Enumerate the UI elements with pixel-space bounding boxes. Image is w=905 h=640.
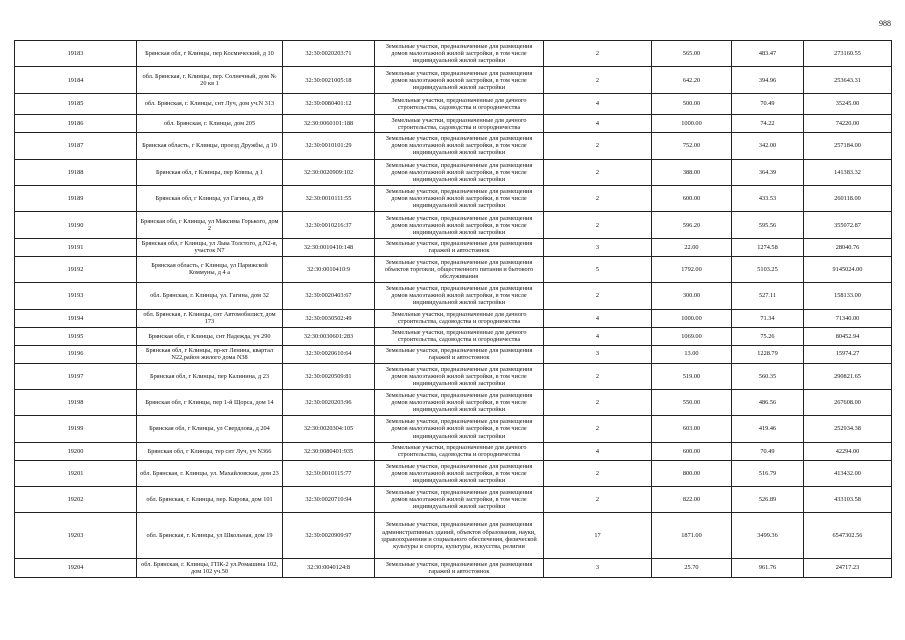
address-cell: обл. Брянская, г. Клинцы, дом 205 [137, 115, 283, 133]
group-code-cell: 3 [544, 238, 652, 256]
address-cell: обл. Брянская, г. Клинцы, ГПК-2 ул.Ромашина 102, дом 102 уч.50 [137, 558, 283, 577]
cadastral-number-cell: 32:30:0020909:102 [283, 159, 375, 185]
group-code-cell: 2 [544, 283, 652, 309]
cadastral-value-cell: 252934.38 [804, 416, 892, 442]
specific-value-cell: 3499.36 [732, 513, 804, 558]
address-cell: Брянская область, г Клинцы, проезд Дружбы, д 19 [137, 133, 283, 159]
group-code-cell: 17 [544, 513, 652, 558]
cadastral-number-cell: 32:30:0060101:188 [283, 115, 375, 133]
cadastral-number-cell: 32:30:0020203:96 [283, 389, 375, 415]
address-cell: обл. Брянская, г. Клинцы, ул. Гагина, дом 32 [137, 283, 283, 309]
row-number: 19200 [15, 442, 137, 460]
table-row [15, 212, 892, 238]
specific-value-cell: 70.49 [732, 442, 804, 460]
land-use-cell: Земельные участки, предназначенные для размещения домов малоэтажной жилой застройки, в том числе индивидуальной жилой застройки [375, 159, 544, 185]
specific-value-cell: 516.79 [732, 460, 804, 486]
specific-value-cell: 486.56 [732, 389, 804, 415]
table-row [15, 186, 892, 212]
cadastral-value-cell: 158133.00 [804, 283, 892, 309]
address-cell: Брянская обл, г Клинцы, ул Свердлова, д 204 [137, 416, 283, 442]
land-use-cell: Земельные участки, предназначенные для размещения гаражей и автостоянок [375, 238, 544, 256]
table-row [15, 115, 892, 133]
area-cell: 1792.00 [652, 256, 732, 282]
cadastral-value-table [14, 40, 892, 578]
address-cell: Брянская обл, г Клинцы, пер Калинина, д 23 [137, 363, 283, 389]
land-use-cell: Земельные участки, предназначенные для размещения домов малоэтажной жилой застройки, в том числе индивидуальной жилой застройки [375, 212, 544, 238]
group-code-cell: 5 [544, 256, 652, 282]
group-code-cell: 2 [544, 416, 652, 442]
address-cell: Брянская обл, г Клинцы, ул Максима Горького, дом 2 [137, 212, 283, 238]
row-number: 19195 [15, 327, 137, 345]
cadastral-value-cell: 433103.58 [804, 487, 892, 513]
table-row [15, 159, 892, 185]
row-number: 19197 [15, 363, 137, 389]
land-use-cell: Земельные участки, предназначенные для дачного строительства, садоводства и огородничества [375, 309, 544, 327]
specific-value-cell: 74.22 [732, 115, 804, 133]
table-row [15, 256, 892, 282]
cadastral-value-cell: 260118.00 [804, 186, 892, 212]
specific-value-cell: 527.11 [732, 283, 804, 309]
land-use-cell: Земельные участки, предназначенные для размещения домов малоэтажной жилой застройки, в том числе индивидуальной жилой застройки [375, 363, 544, 389]
specific-value-cell: 71.34 [732, 309, 804, 327]
group-code-cell: 4 [544, 93, 652, 114]
area-cell: 1000.00 [652, 115, 732, 133]
address-cell: обл. Брянская, г. Клинцы, пер. Солнечный, дом № 20 кв 1 [137, 67, 283, 93]
area-cell: 22.00 [652, 238, 732, 256]
row-number: 19191 [15, 238, 137, 256]
row-number: 19202 [15, 487, 137, 513]
table-row [15, 363, 892, 389]
group-code-cell: 2 [544, 67, 652, 93]
row-number: 19184 [15, 67, 137, 93]
row-number: 19198 [15, 389, 137, 415]
cadastral-number-cell: 32:30:0080401:12 [283, 93, 375, 114]
cadastral-number-cell: 32:30:0030601:283 [283, 327, 375, 345]
address-cell: Брянская обл, г Клинцы, снт Надежда, уч 290 [137, 327, 283, 345]
area-cell: 1871.00 [652, 513, 732, 558]
specific-value-cell: 433.53 [732, 186, 804, 212]
row-number: 19190 [15, 212, 137, 238]
address-cell: Брянская обл, г Клинцы, пер Ковпы, д 1 [137, 159, 283, 185]
row-number: 19189 [15, 186, 137, 212]
land-use-cell: Земельные участки, предназначенные для дачного строительства, садоводства и огородничества [375, 327, 544, 345]
row-number: 19187 [15, 133, 137, 159]
group-code-cell: 2 [544, 460, 652, 486]
land-use-cell: Земельные участки, предназначенные для размещения домов малоэтажной жилой застройки, в том числе индивидуальной жилой застройки [375, 487, 544, 513]
area-cell: 596.20 [652, 212, 732, 238]
cadastral-value-cell: 80452.94 [804, 327, 892, 345]
group-code-cell: 4 [544, 327, 652, 345]
row-number: 19204 [15, 558, 137, 577]
area-cell: 25.70 [652, 558, 732, 577]
cadastral-value-cell: 413432.00 [804, 460, 892, 486]
group-code-cell: 2 [544, 133, 652, 159]
land-use-cell: Земельные участки, предназначенные для размещения домов малоэтажной жилой застройки, в том числе индивидуальной жилой застройки [375, 133, 544, 159]
cadastral-number-cell: 32:30:0020909:97 [283, 513, 375, 558]
row-number: 19199 [15, 416, 137, 442]
area-cell: 388.00 [652, 159, 732, 185]
address-cell: Брянская обл, г Клинцы, ул Льва Толстого, д.N2-я, участок N7 [137, 238, 283, 256]
table-row [15, 309, 892, 327]
cadastral-number-cell: 32:30:0020710:94 [283, 487, 375, 513]
specific-value-cell: 342.00 [732, 133, 804, 159]
group-code-cell: 3 [544, 345, 652, 363]
cadastral-value-cell: 24717.23 [804, 558, 892, 577]
specific-value-cell: 595.56 [732, 212, 804, 238]
row-number: 19192 [15, 256, 137, 282]
land-use-cell: Земельные участки, предназначенные для дачного строительства, садоводства и огородничества [375, 93, 544, 114]
cadastral-number-cell: 32:30:0010410:148 [283, 238, 375, 256]
address-cell: обл. Брянская, г. Клинцы, снт Автомобилист, дом 173 [137, 309, 283, 327]
table-row [15, 133, 892, 159]
table-row [15, 460, 892, 486]
cadastral-number-cell: 32:30:0020403:67 [283, 283, 375, 309]
group-code-cell: 2 [544, 487, 652, 513]
land-use-cell: Земельные участки, предназначенные для дачного строительства, садоводства и огородничества [375, 442, 544, 460]
table-row [15, 238, 892, 256]
cadastral-number-cell: 32:30:0021005:18 [283, 67, 375, 93]
row-number: 19188 [15, 159, 137, 185]
specific-value-cell: 961.76 [732, 558, 804, 577]
cadastral-value-cell: 355072.87 [804, 212, 892, 238]
address-cell: Брянская обл, г Клинцы, ул Гагина, д 89 [137, 186, 283, 212]
row-number: 19201 [15, 460, 137, 486]
cadastral-value-cell: 74220.00 [804, 115, 892, 133]
specific-value-cell: 560.35 [732, 363, 804, 389]
cadastral-value-cell: 141383.32 [804, 159, 892, 185]
land-use-cell: Земельные участки, предназначенные для размещения домов малоэтажной жилой застройки, в том числе индивидуальной жилой застройки [375, 186, 544, 212]
group-code-cell: 2 [544, 363, 652, 389]
land-use-cell: Земельные участки, предназначенные для дачного строительства, садоводства и огородничества [375, 115, 544, 133]
cadastral-value-cell: 15974.27 [804, 345, 892, 363]
cadastral-value-cell: 6547302.56 [804, 513, 892, 558]
land-use-cell: Земельные участки, предназначенные для размещения домов малоэтажной жилой застройки, в том числе индивидуальной жилой застройки [375, 67, 544, 93]
area-cell: 800.00 [652, 460, 732, 486]
cadastral-value-cell: 35245.00 [804, 93, 892, 114]
address-cell: Брянская обл, г Клинцы, тер снт Луч, уч N366 [137, 442, 283, 460]
cadastral-number-cell: 32:30:0020304:105 [283, 416, 375, 442]
row-number: 19203 [15, 513, 137, 558]
table-row [15, 41, 892, 67]
area-cell: 1069.00 [652, 327, 732, 345]
land-use-cell: Земельные участки, предназначенные для размещения домов малоэтажной жилой застройки, в том числе индивидуальной жилой застройки [375, 416, 544, 442]
area-cell: 550.00 [652, 389, 732, 415]
cadastral-value-cell: 290821.65 [804, 363, 892, 389]
cadastral-value-cell: 273160.55 [804, 41, 892, 67]
area-cell: 500.00 [652, 93, 732, 114]
specific-value-cell: 419.46 [732, 416, 804, 442]
page-number: 988 [879, 19, 891, 28]
cadastral-number-cell: 32:30:0010101:29 [283, 133, 375, 159]
row-number: 19185 [15, 93, 137, 114]
row-number: 19193 [15, 283, 137, 309]
area-cell: 600.00 [652, 186, 732, 212]
address-cell: Брянская обл, г Клинцы, пр-кт Ленина, квартал N22,район жилого дома N38 [137, 345, 283, 363]
area-cell: 752.00 [652, 133, 732, 159]
area-cell: 300.00 [652, 283, 732, 309]
address-cell: Брянская область, г Клинцы, ул Парижской Коммуны, д 4 а [137, 256, 283, 282]
area-cell: 600.00 [652, 442, 732, 460]
group-code-cell: 2 [544, 159, 652, 185]
area-cell: 642.20 [652, 67, 732, 93]
table-row [15, 558, 892, 577]
address-cell: обл. Брянская, г. Клинцы, пер. Кирова, дом 101 [137, 487, 283, 513]
cadastral-number-cell: 32:30:0040124:8 [283, 558, 375, 577]
cadastral-number-cell: 32:30:0080401:935 [283, 442, 375, 460]
cadastral-number-cell: 32:30:0010216:37 [283, 212, 375, 238]
area-cell: 565.00 [652, 41, 732, 67]
table-row [15, 513, 892, 558]
land-use-cell: Земельные участки, предназначенные для размещения гаражей и автостоянок [375, 558, 544, 577]
land-use-cell: Земельные участки, предназначенные для размещения домов малоэтажной жилой застройки, в том числе индивидуальной жилой застройки [375, 41, 544, 67]
cadastral-value-cell: 257184.00 [804, 133, 892, 159]
specific-value-cell: 75.26 [732, 327, 804, 345]
table-row [15, 67, 892, 93]
specific-value-cell: 1228.79 [732, 345, 804, 363]
specific-value-cell: 1274.58 [732, 238, 804, 256]
cadastral-number-cell: 32:30:0020203:71 [283, 41, 375, 67]
group-code-cell: 2 [544, 41, 652, 67]
table-row [15, 416, 892, 442]
specific-value-cell: 394.96 [732, 67, 804, 93]
group-code-cell: 3 [544, 558, 652, 577]
table-row [15, 283, 892, 309]
specific-value-cell: 70.49 [732, 93, 804, 114]
land-use-cell: Земельные участки, предназначенные для размещения административных зданий, объектов образования, науки, здравоохранения и социального обеспечения, физической культуры и спорта, культуры, искусства, религии [375, 513, 544, 558]
address-cell: Брянская обл, г Клинцы, пер 1-й Щорса, дом 14 [137, 389, 283, 415]
row-number: 19194 [15, 309, 137, 327]
area-cell: 519.00 [652, 363, 732, 389]
group-code-cell: 4 [544, 115, 652, 133]
row-number: 19196 [15, 345, 137, 363]
cadastral-value-cell: 9145024.00 [804, 256, 892, 282]
land-use-cell: Земельные участки, предназначенные для размещения домов малоэтажной жилой застройки, в том числе индивидуальной жилой застройки [375, 283, 544, 309]
specific-value-cell: 526.89 [732, 487, 804, 513]
land-use-cell: Земельные участки, предназначенные для размещения гаражей и автостоянок [375, 345, 544, 363]
land-use-cell: Земельные участки, предназначенные для размещения домов малоэтажной жилой застройки, в том числе индивидуальной жилой застройки [375, 389, 544, 415]
table-row [15, 93, 892, 114]
cadastral-value-cell: 42294.00 [804, 442, 892, 460]
row-number: 19183 [15, 41, 137, 67]
cadastral-value-cell: 267608.00 [804, 389, 892, 415]
cadastral-value-cell: 28040.76 [804, 238, 892, 256]
specific-value-cell: 483.47 [732, 41, 804, 67]
cadastral-value-cell: 71340.00 [804, 309, 892, 327]
cadastral-number-cell: 32:30:0010115:77 [283, 460, 375, 486]
cadastral-number-cell: 32:30:0010410:9 [283, 256, 375, 282]
table-row [15, 327, 892, 345]
cadastral-number-cell: 32:30:0020509:81 [283, 363, 375, 389]
area-cell: 603.00 [652, 416, 732, 442]
address-cell: обл. Брянская, г. Клинцы, ул Школьная, дом 19 [137, 513, 283, 558]
row-number: 19186 [15, 115, 137, 133]
group-code-cell: 2 [544, 389, 652, 415]
land-use-cell: Земельные участки, предназначенные для размещения объектов торговли, общественного питания и бытового обслуживания [375, 256, 544, 282]
area-cell: 13.00 [652, 345, 732, 363]
address-cell: обл. Брянская, г. Клинцы, снт Луч, дом уч.N 313 [137, 93, 283, 114]
area-cell: 1000.00 [652, 309, 732, 327]
table-row [15, 442, 892, 460]
group-code-cell: 2 [544, 212, 652, 238]
address-cell: обл. Брянская, г. Клинцы, ул. Махайловская, дом 23 [137, 460, 283, 486]
table-row [15, 487, 892, 513]
cadastral-number-cell: 32:30:0010111:55 [283, 186, 375, 212]
address-cell: Брянская обл, г Клинцы, пер Космический, д 10 [137, 41, 283, 67]
land-use-cell: Земельные участки, предназначенные для размещения домов малоэтажной жилой застройки, в том числе индивидуальной жилой застройки [375, 460, 544, 486]
cadastral-number-cell: 32:30:0030502:49 [283, 309, 375, 327]
cadastral-value-cell: 253643.31 [804, 67, 892, 93]
area-cell: 822.00 [652, 487, 732, 513]
group-code-cell: 4 [544, 309, 652, 327]
table-row [15, 345, 892, 363]
specific-value-cell: 364.39 [732, 159, 804, 185]
group-code-cell: 4 [544, 442, 652, 460]
group-code-cell: 2 [544, 186, 652, 212]
table-row [15, 389, 892, 415]
cadastral-number-cell: 32:30:0020610:64 [283, 345, 375, 363]
specific-value-cell: 5103.25 [732, 256, 804, 282]
